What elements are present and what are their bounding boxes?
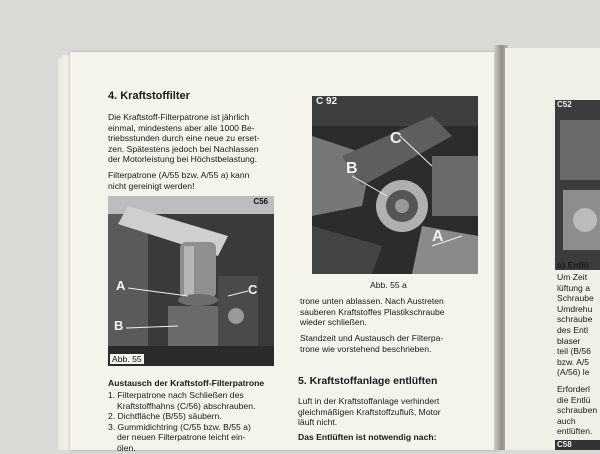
text-line: Filterpatrone (A/55 bzw. A/55 a) kann bbox=[108, 170, 250, 180]
figure-caption: Abb. 55 a bbox=[370, 280, 407, 290]
right-page-partial bbox=[505, 48, 600, 450]
note-paragraph bbox=[108, 170, 280, 191]
figure-caption: Abb. 55 bbox=[112, 354, 142, 364]
text-line: der Motorleistung bei Höchstbelastung. bbox=[108, 154, 258, 165]
paragraph-partial bbox=[557, 272, 600, 378]
photo-engine bbox=[555, 100, 600, 270]
text-line: trone wie vorstehend beschrieben. bbox=[300, 343, 432, 354]
section-heading-partial: b) Entlü bbox=[557, 260, 589, 270]
text-line: Um Zeit bbox=[557, 272, 588, 282]
text-line: Standzeit und Austausch der Filterpa- bbox=[300, 333, 444, 343]
text-line: (A/56) le bbox=[557, 367, 590, 378]
figure-label-a: A bbox=[432, 228, 444, 245]
text-line: sauberen Kraftstoffes Plastikschraube bbox=[300, 306, 445, 317]
figure-abb-55 bbox=[108, 196, 274, 366]
text-line: bzw. A/5 bbox=[557, 356, 590, 367]
text-line: 1. Filterpatrone nach Schließen des bbox=[108, 390, 244, 400]
section-heading-entlueften: 5. Kraftstoffanlage entlüften bbox=[298, 375, 438, 387]
figure-label-c: C bbox=[248, 282, 258, 297]
list-item bbox=[108, 390, 280, 411]
text-line: wieder schließen. bbox=[300, 317, 367, 328]
intro-paragraph bbox=[108, 112, 280, 165]
photo-filter-cartridge bbox=[108, 196, 274, 366]
list-item bbox=[108, 411, 280, 422]
left-page bbox=[70, 52, 500, 453]
text-line: nicht gereinigt werden! bbox=[108, 180, 195, 191]
text-line: zen. Spätestens jedoch bei Nachlassen bbox=[108, 143, 259, 154]
paragraph-luft bbox=[298, 396, 476, 428]
text-line: Umdrehu bbox=[557, 303, 593, 314]
text-line: trone unten ablassen. Nach Austreten bbox=[300, 296, 444, 306]
text-line: die Entlü bbox=[557, 394, 591, 405]
list-item bbox=[108, 422, 280, 454]
text-line: Kraftstoffhahns (C/56) abschrauben. bbox=[117, 400, 256, 411]
section-heading-kraftstoffilter: 4. Kraftstoffilter bbox=[108, 90, 190, 102]
text-line: ölen. bbox=[117, 442, 136, 453]
figure-partial-bottom bbox=[555, 440, 600, 450]
steps-list bbox=[108, 390, 280, 454]
figure-label-a: A bbox=[116, 278, 126, 293]
text-line: Erforderl bbox=[557, 384, 590, 394]
text-line: blaser bbox=[557, 335, 581, 346]
figure-label-c: C bbox=[390, 130, 402, 147]
text-line: des Entl bbox=[557, 324, 589, 335]
figure-label-b: B bbox=[114, 318, 124, 333]
text-line: gleichmäßigen Kraftstoffzufluß, Motor bbox=[298, 406, 441, 417]
figure-abb-55a bbox=[312, 96, 478, 274]
text-line: der neuen Filterpatrone leicht ein- bbox=[117, 432, 246, 443]
figure-stamp: C52 bbox=[557, 100, 572, 109]
paragraph-entlueften-notwendig: Das Entlüften ist notwendig nach: bbox=[298, 432, 437, 442]
text-line: triebsstunden durch eine neue zu erset- bbox=[108, 133, 260, 144]
text-line: auch bbox=[557, 415, 576, 426]
text-line: Die Kraftstoff-Filterpatrone ist jährlich bbox=[108, 112, 250, 122]
text-line: teil (B/56 bbox=[557, 346, 591, 357]
photo-filter-plastic-screw bbox=[312, 96, 478, 274]
figure-stamp: C58 bbox=[557, 440, 572, 449]
text-line: 2. Dichtfläche (B/55) säubern. bbox=[108, 411, 222, 422]
figure-stamp: C 92 bbox=[316, 96, 338, 107]
paragraph-ablassen bbox=[300, 296, 476, 328]
figure-stamp: C56 bbox=[253, 197, 268, 206]
text-line: Luft in der Kraftstoffanlage verhindert bbox=[298, 396, 440, 406]
text-line: läuft nicht. bbox=[298, 417, 338, 428]
text-line: entlüften. bbox=[557, 426, 593, 437]
text-line: einmal, mindestens aber alle 1000 Be- bbox=[108, 122, 255, 133]
text-line: lüftung a bbox=[557, 282, 590, 293]
text-line: schraube bbox=[557, 314, 593, 325]
figure-label-b: B bbox=[346, 160, 358, 177]
text-line: Schraube bbox=[557, 293, 594, 304]
paragraph-partial-2 bbox=[557, 384, 600, 437]
figure-next-page bbox=[555, 100, 600, 270]
sub-heading-austausch: Austausch der Kraftstoff-Filterpatrone bbox=[108, 378, 265, 388]
paragraph-standzeit bbox=[300, 333, 476, 354]
text-line: 3. Gummidichtring (C/55 bzw. B/55 a) bbox=[108, 421, 251, 432]
text-line: schrauben bbox=[557, 405, 598, 416]
